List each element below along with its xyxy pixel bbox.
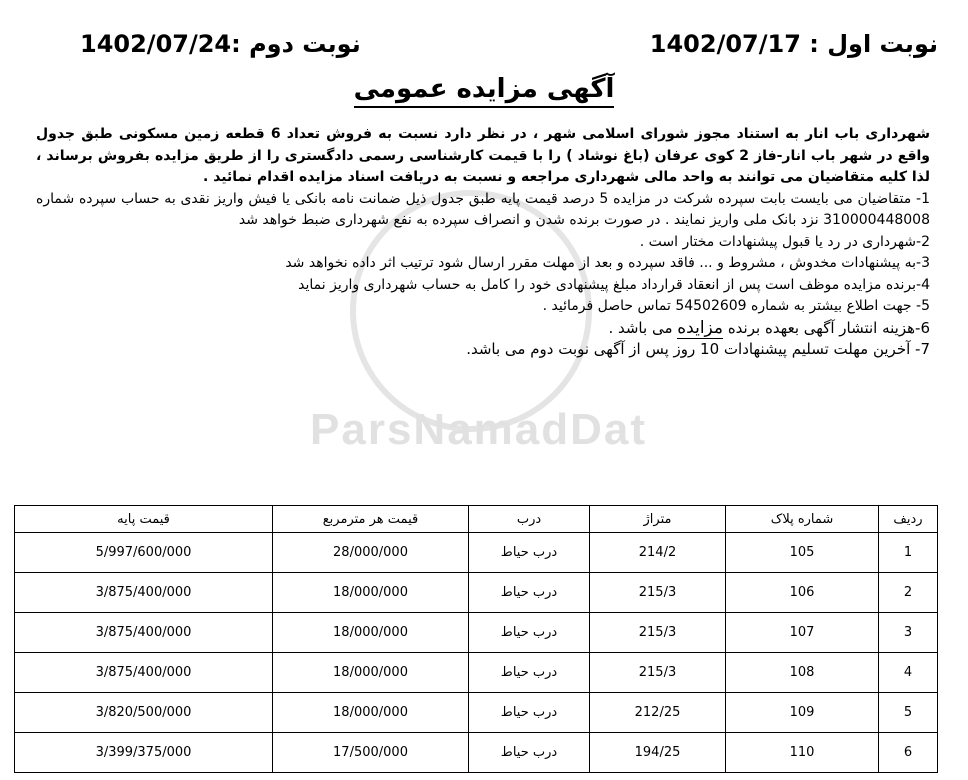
cell-area: 212/25	[590, 693, 726, 733]
cell-door: درب حیاط	[469, 693, 590, 733]
plots-table	[14, 505, 938, 773]
cell-price-per-sqm: 18/000/000	[273, 613, 469, 653]
cell-base-price: 5/997/600/000	[15, 533, 273, 573]
cell-door: درب حیاط	[469, 733, 590, 773]
table-row	[15, 613, 938, 653]
cell-price-per-sqm: 18/000/000	[273, 653, 469, 693]
condition-item-3: 3-به پیشنهادات مخدوش ، مشروط و ... فاقد سپرده و بعد از مهلت مقرر ارسال شود ترتیب اثر داده نخواهد شد	[285, 255, 930, 271]
cell-plate-number: 105	[726, 533, 879, 573]
cell-plate-number: 108	[726, 653, 879, 693]
first-turn-date: نوبت اول : 1402/07/17	[649, 30, 938, 58]
cell-base-price: 3/820/500/000	[15, 693, 273, 733]
item6-auction-word: مزایده	[677, 317, 724, 338]
col-plate-number: شماره پلاک	[726, 506, 879, 533]
announcement-body	[36, 124, 930, 361]
cell-base-price: 3/875/400/000	[15, 573, 273, 613]
col-base-price: قیمت پایه	[15, 506, 273, 533]
condition-item-2: 2-شهرداری در رد یا قبول پیشنهادات مختار است .	[639, 233, 930, 250]
cell-base-price: 3/875/400/000	[15, 653, 273, 693]
col-row-number: ردیف	[879, 506, 938, 533]
col-door: درب	[469, 506, 590, 533]
cell-row-number: 4	[879, 653, 938, 693]
cell-row-number: 5	[879, 693, 938, 733]
cell-area: 215/3	[590, 613, 726, 653]
cell-plate-number: 106	[726, 573, 879, 613]
cell-area: 214/2	[590, 533, 726, 573]
cell-area: 215/3	[590, 573, 726, 613]
condition-item-4: 4-برنده مزایده موظف است پس از انعقاد قرارداد مبلغ پیشنهادی خود را کامل به حساب شهرداری واریز نماید	[298, 276, 930, 293]
table-row	[15, 693, 938, 733]
cell-row-number: 6	[879, 733, 938, 773]
condition-item-7: 7- آخرین مهلت تسلیم پیشنهادات 10 روز پس از آگهی نوبت دوم می باشد.	[466, 340, 930, 358]
cell-price-per-sqm: 18/000/000	[273, 693, 469, 733]
cell-door: درب حیاط	[469, 653, 590, 693]
watermark-brand: ParsNamadDat	[310, 405, 648, 454]
cell-area: 215/3	[590, 653, 726, 693]
condition-item-5: 5- جهت اطلاع بیشتر به شماره 54502609 تماس حاصل فرمائید .	[542, 298, 930, 314]
item6-suffix: می باشد .	[608, 318, 673, 337]
cell-plate-number: 107	[726, 613, 879, 653]
cell-door: درب حیاط	[469, 533, 590, 573]
publication-dates	[30, 30, 938, 70]
cell-area: 194/25	[590, 733, 726, 773]
table-row	[15, 653, 938, 693]
item6-prefix: 6-هزینه انتشار آگهی بعهده برنده	[727, 318, 930, 337]
condition-item-6	[36, 318, 930, 340]
intro-paragraph: شهرداری باب انار به استناد مجوز شورای اسلامی شهر ، در نظر دارد نسبت به فروش تعداد 6 قطعه زمین مسکونی طبق جدول واقع در شهر باب انار-فاز 2 کوی عرفان (باغ نوشاد ) را با قیمت کارشناسی رسمی دادگستری را از طریق مزایده بفروش برساند ، لذا کلیه متقاضیان می توانند به واحد مالی شهرداری مراجعه و نسبت به دریافت اسناد مزایده اقدام نمائید .	[36, 126, 931, 185]
cell-price-per-sqm: 17/500/000	[273, 733, 469, 773]
cell-base-price: 3/399/375/000	[15, 733, 273, 773]
cell-price-per-sqm: 18/000/000	[273, 573, 469, 613]
cell-price-per-sqm: 28/000/000	[273, 533, 469, 573]
table-row	[15, 533, 938, 573]
condition-item-1: 1- متقاضیان می بایست بابت سپرده شرکت در مزایده 5 درصد قیمت پایه طبق جدول ذیل ضمانت نامه بانکی یا فیش واریز نقدی به حساب سپرده شماره 310000448008 نزد بانک ملی واریز نمایند . در صورت برنده شدن و انصراف سپرده به نفع شهرداری ضبط خواهد شد	[36, 190, 930, 228]
cell-row-number: 3	[879, 613, 938, 653]
table-row	[15, 733, 938, 773]
cell-door: درب حیاط	[469, 573, 590, 613]
cell-plate-number: 109	[726, 693, 879, 733]
cell-row-number: 1	[879, 533, 938, 573]
table-row	[15, 573, 938, 613]
cell-base-price: 3/875/400/000	[15, 613, 273, 653]
page-title	[0, 74, 968, 104]
table-header-row	[15, 506, 938, 533]
cell-door: درب حیاط	[469, 613, 590, 653]
second-turn-date: نوبت دوم :1402/07/24	[80, 30, 361, 58]
title-text: آگهی مزایده عمومی	[354, 74, 615, 108]
col-area: متراژ	[590, 506, 726, 533]
cell-plate-number: 110	[726, 733, 879, 773]
col-price-per-sqm: قیمت هر مترمربع	[273, 506, 469, 533]
cell-row-number: 2	[879, 573, 938, 613]
